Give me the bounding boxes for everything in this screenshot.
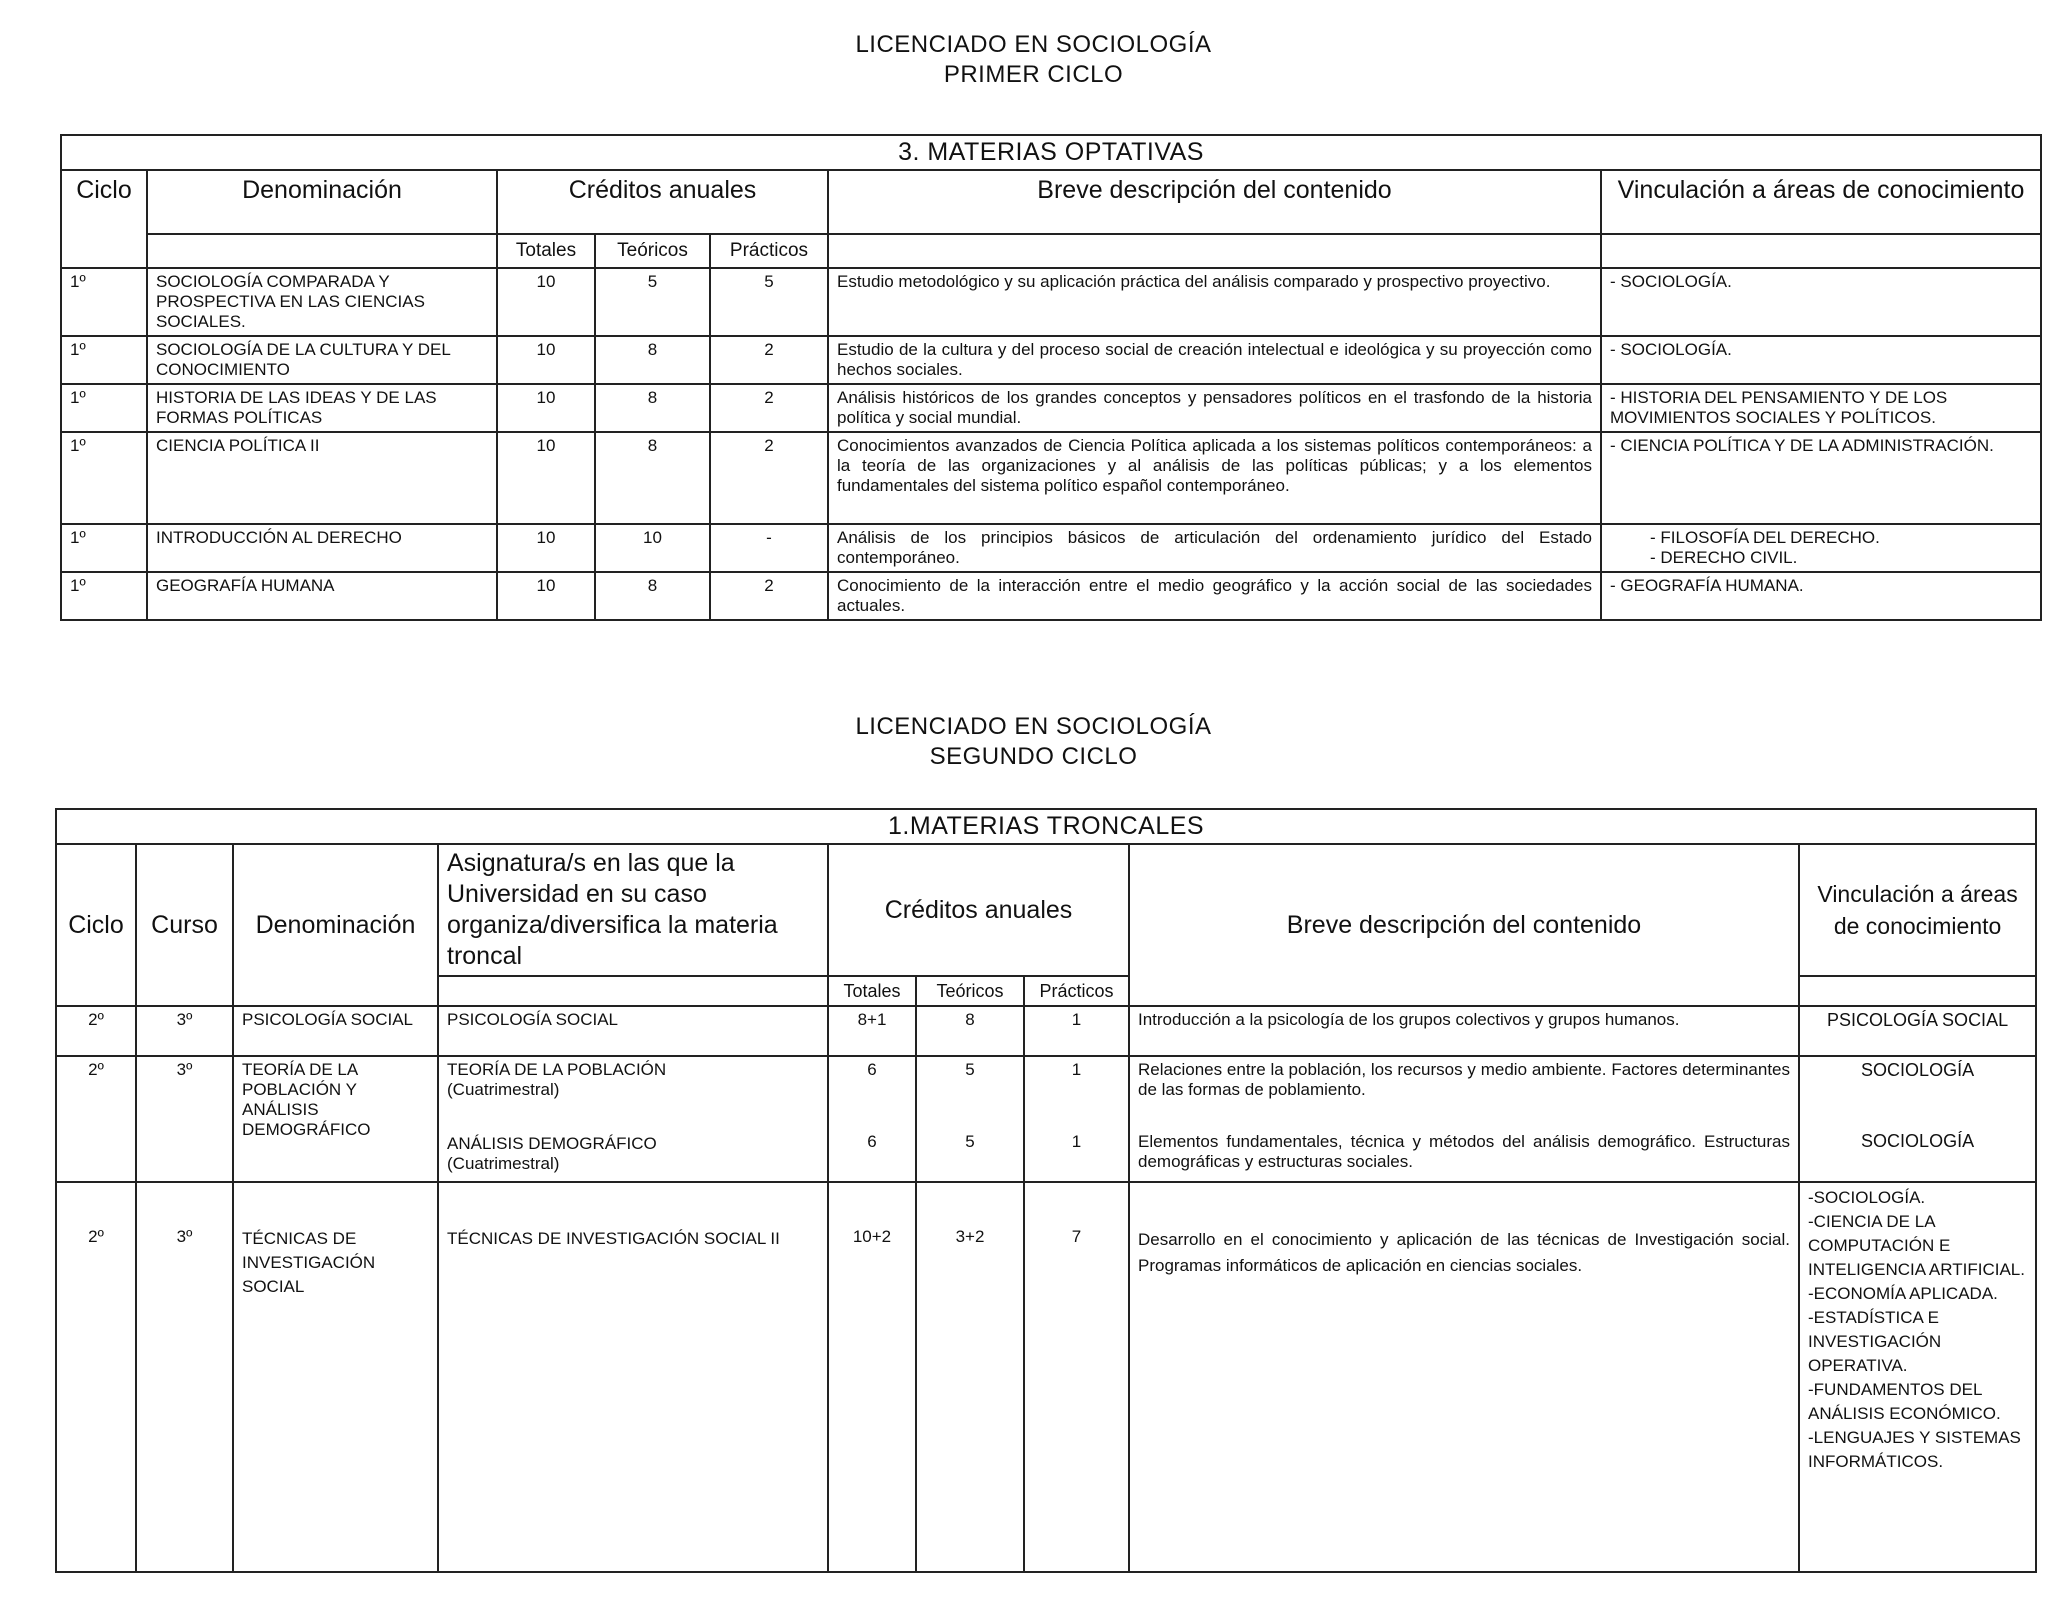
descripcion-text: Relaciones entre la población, los recursos y medio ambiente. Factores determinantes de las formas de poblamiento. bbox=[1138, 1060, 1790, 1099]
cell-ciclo: 2º bbox=[56, 1006, 136, 1056]
cell-denominacion: PSICOLOGÍA SOCIAL bbox=[233, 1006, 438, 1056]
cell-ciclo: 1º bbox=[61, 524, 147, 572]
header-asignaturas-blank bbox=[438, 976, 828, 1006]
cell-ciclo: 1º bbox=[61, 432, 147, 524]
vinculacion-line: -ECONOMÍA APLICADA. bbox=[1808, 1284, 1998, 1303]
cell-denominacion: HISTORIA DE LAS IDEAS Y DE LAS FORMAS POLÍTICAS bbox=[147, 384, 497, 432]
header-creditos: Créditos anuales bbox=[828, 844, 1129, 976]
cell-teoricos: 10 bbox=[595, 524, 710, 572]
cell-teoricos: 8 bbox=[916, 1006, 1024, 1056]
cell-practicos bbox=[1024, 1056, 1129, 1182]
table-row bbox=[56, 1056, 2036, 1182]
cell-ciclo: 1º bbox=[61, 572, 147, 620]
cell-practicos: 7 bbox=[1024, 1182, 1129, 1572]
cell-teoricos: 8 bbox=[595, 572, 710, 620]
table-row bbox=[61, 336, 2041, 384]
section2-heading bbox=[0, 712, 2067, 772]
header-curso: Curso bbox=[136, 844, 233, 1006]
cell-teoricos: 3+2 bbox=[916, 1182, 1024, 1572]
header-vinculacion: Vinculación a áreas de conocimiento bbox=[1799, 844, 2036, 976]
cell-descripcion: Desarrollo en el conocimiento y aplicación de las técnicas de Investigación social. Programas informáticos de aplicación en ciencias sociales. bbox=[1129, 1182, 1799, 1572]
cell-vinculacion: - GEOGRAFÍA HUMANA. bbox=[1601, 572, 2041, 620]
cell-descripcion: Análisis históricos de los grandes conceptos y pensadores políticos en el trasfondo de la historia política y social mundial. bbox=[828, 384, 1601, 432]
section2-subtitle: SEGUNDO CICLO bbox=[929, 743, 1138, 770]
header-practicos: Prácticos bbox=[1024, 976, 1129, 1006]
cell-ciclo: 2º bbox=[56, 1056, 136, 1182]
cell-vinculacion: - HISTORIA DEL PENSAMIENTO Y DE LOS MOVIMIENTOS SOCIALES Y POLÍTICOS. bbox=[1601, 384, 2041, 432]
cell-descripcion: Estudio de la cultura y del proceso social de creación intelectual e ideológica y su proyección como hechos sociales. bbox=[828, 336, 1601, 384]
header-practicos: Prácticos bbox=[710, 234, 828, 268]
table-row bbox=[56, 1006, 2036, 1056]
cell-curso: 3º bbox=[136, 1182, 233, 1572]
cell-asignatura: PSICOLOGÍA SOCIAL bbox=[438, 1006, 828, 1056]
cell-asignatura bbox=[438, 1056, 828, 1182]
cell-vinculacion: - SOCIOLOGÍA. bbox=[1601, 268, 2041, 336]
header-denominacion: Denominación bbox=[147, 170, 497, 234]
cell-teoricos: 8 bbox=[595, 432, 710, 524]
table-row bbox=[61, 572, 2041, 620]
header-descripcion-blank bbox=[828, 234, 1601, 268]
teoricos-value: 5 bbox=[965, 1060, 975, 1079]
cell-vinculacion bbox=[1799, 1056, 2036, 1182]
teoricos-value: 5 bbox=[965, 1132, 975, 1151]
cell-teoricos bbox=[916, 1056, 1024, 1182]
vinculacion-line: - DERECHO CIVIL. bbox=[1650, 548, 1798, 567]
vinculacion-line: -FUNDAMENTOS DEL ANÁLISIS ECONÓMICO. bbox=[1808, 1380, 2001, 1423]
section1-heading bbox=[0, 30, 2067, 90]
cell-vinculacion: - CIENCIA POLÍTICA Y DE LA ADMINISTRACIÓN. bbox=[1601, 432, 2041, 524]
cell-totales: 10 bbox=[497, 336, 595, 384]
header-ciclo: Ciclo bbox=[61, 170, 147, 268]
header-ciclo: Ciclo bbox=[56, 844, 136, 1006]
cell-practicos: 2 bbox=[710, 336, 828, 384]
cell-practicos: 1 bbox=[1024, 1006, 1129, 1056]
totales-value: 6 bbox=[867, 1060, 877, 1079]
cell-descripcion bbox=[1129, 1056, 1799, 1182]
header-vinculacion-blank bbox=[1601, 234, 2041, 268]
vinculacion-line: - FILOSOFÍA DEL DERECHO. bbox=[1650, 528, 1880, 547]
asignatura-type: (Cuatrimestral) bbox=[447, 1080, 560, 1099]
section1-title: LICENCIADO EN SOCIOLOGÍA bbox=[855, 31, 1212, 58]
header-creditos: Créditos anuales bbox=[497, 170, 828, 234]
cell-vinculacion bbox=[1799, 1182, 2036, 1572]
cell-ciclo: 1º bbox=[61, 268, 147, 336]
cell-totales: 10+2 bbox=[828, 1182, 916, 1572]
asignatura-type: (Cuatrimestral) bbox=[447, 1154, 560, 1173]
practicos-value: 1 bbox=[1071, 1060, 1082, 1079]
vinculacion-line: -CIENCIA DE LA COMPUTACIÓN E INTELIGENCIA ARTIFICIAL. bbox=[1808, 1212, 2025, 1279]
cell-totales: 8+1 bbox=[828, 1006, 916, 1056]
vinculacion-text: SOCIOLOGÍA bbox=[1861, 1060, 1975, 1080]
cell-vinculacion: PSICOLOGÍA SOCIAL bbox=[1799, 1006, 2036, 1056]
cell-practicos: - bbox=[710, 524, 828, 572]
cell-teoricos: 8 bbox=[595, 336, 710, 384]
table-row bbox=[61, 384, 2041, 432]
cell-denominacion: GEOGRAFÍA HUMANA bbox=[147, 572, 497, 620]
asignatura-name: TEORÍA DE LA POBLACIÓN bbox=[447, 1060, 667, 1079]
cell-totales: 10 bbox=[497, 524, 595, 572]
vinculacion-line: -SOCIOLOGÍA. bbox=[1808, 1188, 1926, 1207]
cell-ciclo: 1º bbox=[61, 384, 147, 432]
header-descripcion: Breve descripción del contenido bbox=[828, 170, 1601, 234]
cell-denominacion: SOCIOLOGÍA COMPARADA Y PROSPECTIVA EN LAS CIENCIAS SOCIALES. bbox=[147, 268, 497, 336]
cell-descripcion: Análisis de los principios básicos de articulación del ordenamiento jurídico del Estado contemporáneo. bbox=[828, 524, 1601, 572]
cell-denominacion: INTRODUCCIÓN AL DERECHO bbox=[147, 524, 497, 572]
troncales-caption: 1.MATERIAS TRONCALES bbox=[56, 809, 2036, 844]
table-row bbox=[56, 1182, 2036, 1572]
cell-practicos: 5 bbox=[710, 268, 828, 336]
cell-asignatura: TÉCNICAS DE INVESTIGACIÓN SOCIAL II bbox=[438, 1182, 828, 1572]
header-vinculacion-blank bbox=[1799, 976, 2036, 1006]
header-vinculacion: Vinculación a áreas de conocimiento bbox=[1601, 170, 2041, 234]
practicos-value: 1 bbox=[1071, 1132, 1082, 1151]
asignatura-name: ANÁLISIS DEMOGRÁFICO bbox=[447, 1134, 657, 1153]
cell-practicos: 2 bbox=[710, 572, 828, 620]
section1-subtitle: PRIMER CICLO bbox=[943, 61, 1124, 88]
descripcion-text: Elementos fundamentales, técnica y métodos del análisis demográfico. Estructuras demográficas y estructuras sociales. bbox=[1138, 1132, 1790, 1171]
vinculacion-line: -LENGUAJES Y SISTEMAS INFORMÁTICOS. bbox=[1808, 1428, 2021, 1471]
cell-totales: 10 bbox=[497, 572, 595, 620]
cell-denominacion: SOCIOLOGÍA DE LA CULTURA Y DEL CONOCIMIENTO bbox=[147, 336, 497, 384]
cell-curso: 3º bbox=[136, 1006, 233, 1056]
cell-totales: 10 bbox=[497, 268, 595, 336]
header-teoricos: Teóricos bbox=[595, 234, 710, 268]
cell-teoricos: 8 bbox=[595, 384, 710, 432]
cell-practicos: 2 bbox=[710, 432, 828, 524]
header-teoricos: Teóricos bbox=[916, 976, 1024, 1006]
cell-totales bbox=[828, 1056, 916, 1182]
header-totales: Totales bbox=[828, 976, 916, 1006]
vinculacion-line: -ESTADÍSTICA E INVESTIGACIÓN OPERATIVA. bbox=[1808, 1308, 1942, 1375]
cell-vinculacion: - SOCIOLOGÍA. bbox=[1601, 336, 2041, 384]
cell-curso: 3º bbox=[136, 1056, 233, 1182]
header-asignaturas: Asignatura/s en las que la Universidad en su caso organiza/diversifica la materia troncal bbox=[438, 844, 828, 976]
section2-title: LICENCIADO EN SOCIOLOGÍA bbox=[855, 713, 1212, 740]
cell-teoricos: 5 bbox=[595, 268, 710, 336]
vinculacion-text: SOCIOLOGÍA bbox=[1861, 1131, 1975, 1151]
table-row bbox=[61, 524, 2041, 572]
cell-descripcion: Estudio metodológico y su aplicación práctica del análisis comparado y prospectivo proyectivo. bbox=[828, 268, 1601, 336]
optativas-caption: 3. MATERIAS OPTATIVAS bbox=[61, 135, 2041, 170]
cell-denominacion: TEORÍA DE LA POBLACIÓN Y ANÁLISIS DEMOGRÁFICO bbox=[233, 1056, 438, 1182]
header-denominacion-blank bbox=[147, 234, 497, 268]
cell-denominacion: CIENCIA POLÍTICA II bbox=[147, 432, 497, 524]
cell-totales: 10 bbox=[497, 432, 595, 524]
cell-practicos: 2 bbox=[710, 384, 828, 432]
cell-descripcion: Conocimiento de la interacción entre el medio geográfico y la acción social de las sociedades actuales. bbox=[828, 572, 1601, 620]
optativas-table bbox=[60, 134, 2042, 621]
table-row bbox=[61, 432, 2041, 524]
cell-vinculacion bbox=[1601, 524, 2041, 572]
cell-ciclo: 2º bbox=[56, 1182, 136, 1572]
cell-ciclo: 1º bbox=[61, 336, 147, 384]
header-descripcion: Breve descripción del contenido bbox=[1129, 844, 1799, 1006]
header-denominacion: Denominación bbox=[233, 844, 438, 1006]
cell-descripcion: Conocimientos avanzados de Ciencia Política aplicada a los sistemas políticos contemporáneos: a la teoría de las organizaciones y al análisis de las políticas públicas; y a los elementos fundamentales del sistema político español contemporáneo. bbox=[828, 432, 1601, 524]
cell-descripcion: Introducción a la psicología de los grupos colectivos y grupos humanos. bbox=[1129, 1006, 1799, 1056]
header-totales: Totales bbox=[497, 234, 595, 268]
cell-totales: 10 bbox=[497, 384, 595, 432]
totales-value: 6 bbox=[867, 1132, 877, 1151]
table-row bbox=[61, 268, 2041, 336]
troncales-table bbox=[55, 808, 2037, 1573]
cell-denominacion: TÉCNICAS DE INVESTIGACIÓN SOCIAL bbox=[233, 1182, 438, 1572]
